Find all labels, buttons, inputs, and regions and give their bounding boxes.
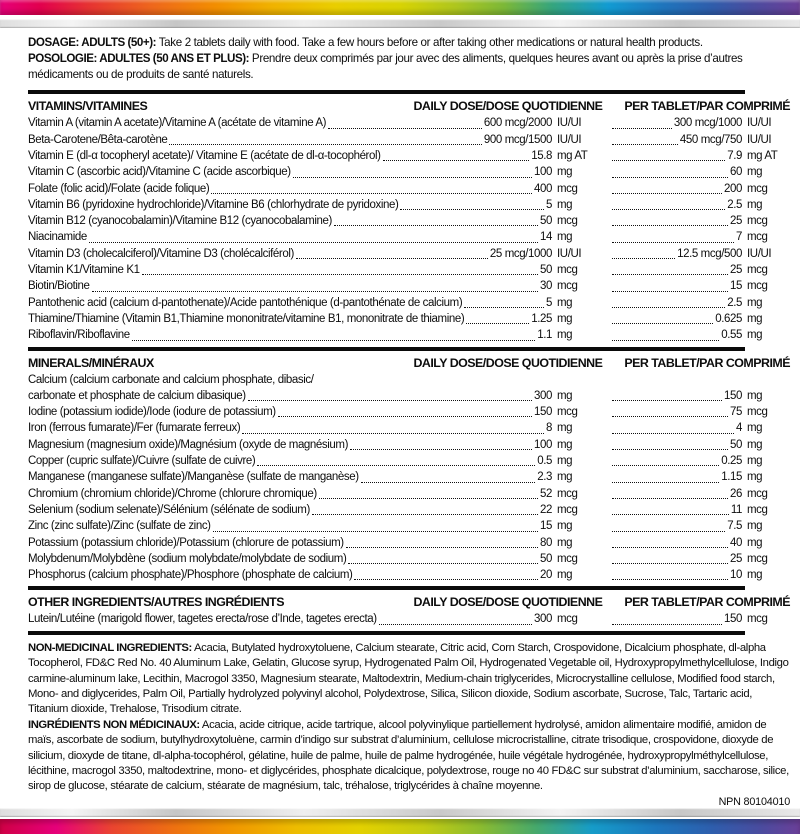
ingredient-name: Vitamin K1/Vitamine K1 bbox=[28, 264, 140, 277]
per-tablet-unit: IU/UI bbox=[747, 117, 772, 130]
ingredient-row bbox=[28, 278, 790, 294]
per-tablet-value: 0.625 bbox=[715, 312, 742, 325]
dotted-leader bbox=[612, 340, 719, 341]
daily-dose-value: 25 mcg/1000 bbox=[489, 247, 552, 260]
dotted-leader bbox=[400, 209, 544, 210]
dotted-leader bbox=[379, 624, 532, 625]
per-tablet-group bbox=[610, 148, 790, 164]
dotted-leader bbox=[242, 433, 544, 434]
dotted-leader bbox=[612, 144, 678, 145]
column-header-daily-dose: DAILY DOSE/DOSE QUOTIDIENNE bbox=[413, 355, 603, 370]
ingredient-row bbox=[28, 502, 790, 518]
ingredient-row bbox=[28, 132, 790, 148]
silver-bar-bottom bbox=[0, 808, 800, 817]
section-title: OTHER INGREDIENTS/AUTRES INGRÉDIENTS bbox=[28, 595, 284, 610]
per-tablet-value: 0.55 bbox=[721, 329, 742, 342]
per-tablet-value: 450 mcg/750 bbox=[679, 133, 742, 146]
ingredient-row bbox=[28, 213, 790, 229]
daily-dose-unit: mg bbox=[557, 166, 573, 179]
dotted-leader bbox=[612, 307, 725, 308]
per-tablet-value: 150 bbox=[724, 613, 742, 626]
ingredient-name: Manganese (manganese sulfate)/Manganèse (sulfate de manganèse) bbox=[28, 471, 359, 484]
per-tablet-unit: mcg bbox=[747, 552, 768, 565]
daily-dose-unit: mcg bbox=[557, 182, 578, 195]
daily-dose-unit: mg bbox=[557, 422, 573, 435]
per-tablet-group bbox=[610, 535, 790, 551]
dotted-leader bbox=[142, 274, 538, 275]
per-tablet-unit: mcg bbox=[747, 231, 768, 244]
ingredient-name: Phosphorus (calcium phosphate)/Phosphore (phosphate de calcium) bbox=[28, 569, 353, 582]
daily-dose-value: 30 bbox=[540, 280, 552, 293]
ingredient-row bbox=[28, 115, 790, 131]
daily-dose-value: 150 bbox=[534, 406, 552, 419]
ingredient-row bbox=[28, 437, 790, 453]
daily-dose-unit: mcg bbox=[557, 264, 578, 277]
per-tablet-value: 2.5 bbox=[727, 296, 742, 309]
per-tablet-group bbox=[610, 437, 790, 453]
section-divider-rule bbox=[28, 586, 745, 590]
daily-dose-unit: mcg bbox=[557, 406, 578, 419]
ingredient-row bbox=[28, 453, 790, 469]
dotted-leader bbox=[132, 340, 535, 341]
dotted-leader bbox=[612, 514, 729, 515]
per-tablet-unit: IU/UI bbox=[747, 133, 772, 146]
per-tablet-unit: mcg bbox=[747, 264, 768, 277]
dotted-leader bbox=[612, 579, 728, 580]
ingredient-row bbox=[28, 404, 790, 420]
per-tablet-value: 40 bbox=[730, 536, 742, 549]
ingredient-row bbox=[28, 164, 790, 180]
ingredient-name: Biotin/Biotine bbox=[28, 280, 90, 293]
section-divider-rule bbox=[28, 347, 745, 351]
per-tablet-value: 7.5 bbox=[727, 520, 742, 533]
ingredient-name: Chromium (chromium chloride)/Chrome (chlorure chromique) bbox=[28, 487, 317, 500]
section-header bbox=[28, 355, 790, 372]
ingredient-name: Zinc (zinc sulfate)/Zinc (sulfate de zinc) bbox=[28, 520, 211, 533]
ingredient-name: Iron (ferrous fumarate)/Fer (fumarate ferreux) bbox=[28, 422, 241, 435]
silver-bar-top bbox=[0, 19, 800, 28]
section-title: VITAMINS/VITAMINES bbox=[28, 99, 148, 114]
dotted-leader bbox=[612, 482, 719, 483]
ingredient-row bbox=[28, 486, 790, 502]
per-tablet-group bbox=[610, 311, 790, 327]
per-tablet-group bbox=[610, 551, 790, 567]
per-tablet-value: 11 bbox=[730, 503, 742, 516]
ingredient-row bbox=[28, 181, 790, 197]
dotted-leader bbox=[466, 323, 529, 324]
nonmed-en-text: Acacia, Butylated hydroxytoluene, Calcium stearate, Citric acid, Corn Starch, Crospovidone, Dicalcium phosphate, dl-alpha Tocopherol, FD&C Red No. 40 Aluminum Lake, Gelatin, Glucose syrup, Hydrogenated Palm Oil, Hydrogenated Vegetable oil, Hydroxypropylmethylcellulose, Indigo carmine-aluminum lake, Lecithin, Macrogol 3350, Magnesium stearate, Maltodextrin, Medium-chain triglycerides, Microcrystalline cellulose, Modified food starch, Mono- and diglycerides, Palm Oil, Partially hydrolyzed polyvinyl alcohol, Polydextrose, Silica, Silicon dioxide, Sodium ascorbate, Sucrose, Talc, Tartaric acid, Titanium dioxide, Trehalose, Trisodium citrate. bbox=[28, 641, 789, 716]
per-tablet-group bbox=[610, 132, 790, 148]
per-tablet-value: 10 bbox=[730, 569, 742, 582]
per-tablet-group bbox=[610, 246, 790, 262]
ingredient-name: Vitamin B12 (cyanocobalamin)/Vitamine B12 (cyanocobalamine) bbox=[28, 215, 332, 228]
per-tablet-group bbox=[610, 518, 790, 534]
per-tablet-unit: mg AT bbox=[747, 149, 778, 162]
dotted-leader bbox=[612, 416, 728, 417]
per-tablet-value: 4 bbox=[736, 422, 742, 435]
daily-dose-value: 50 bbox=[540, 264, 552, 277]
per-tablet-value: 25 bbox=[730, 264, 742, 277]
ingredient-row bbox=[28, 295, 790, 311]
daily-dose-unit: mg bbox=[557, 471, 573, 484]
dotted-leader bbox=[612, 531, 725, 532]
ingredient-row bbox=[28, 420, 790, 436]
per-tablet-unit: mcg bbox=[747, 487, 768, 500]
dotted-leader bbox=[354, 579, 538, 580]
per-tablet-unit: mg bbox=[747, 422, 763, 435]
dotted-leader bbox=[293, 177, 532, 178]
per-tablet-value: 26 bbox=[730, 487, 742, 500]
daily-dose-value: 50 bbox=[540, 215, 552, 228]
daily-dose-value: 0.5 bbox=[537, 455, 552, 468]
per-tablet-value: 75 bbox=[730, 406, 742, 419]
ingredient-name: Niacinamide bbox=[28, 231, 87, 244]
ingredient-name: Selenium (sodium selenate)/Sélénium (sélénate de sodium) bbox=[28, 503, 310, 516]
daily-dose-unit: mg AT bbox=[557, 149, 588, 162]
ingredient-row bbox=[28, 148, 790, 164]
per-tablet-value: 25 bbox=[730, 215, 742, 228]
per-tablet-unit: mg bbox=[747, 569, 763, 582]
dotted-leader bbox=[296, 258, 488, 259]
per-tablet-value: 15 bbox=[730, 280, 742, 293]
dotted-leader bbox=[383, 160, 530, 161]
per-tablet-unit: mg bbox=[747, 389, 763, 402]
dosage-text-fr: Prendre deux comprimés par jour avec des aliments, quelques heures avant ou après la prise d’autres médicaments ou de produits de santé naturels. bbox=[28, 51, 743, 81]
sections bbox=[28, 87, 790, 627]
daily-dose-unit: mcg bbox=[557, 215, 578, 228]
daily-dose-unit: mcg bbox=[557, 613, 578, 626]
dotted-leader bbox=[612, 242, 734, 243]
dotted-leader bbox=[612, 449, 728, 450]
ingredient-name: Iodine (potassium iodide)/Iode (iodure de potassium) bbox=[28, 406, 276, 419]
ingredient-row bbox=[28, 518, 790, 534]
daily-dose-value: 80 bbox=[540, 536, 552, 549]
daily-dose-value: 600 mcg/2000 bbox=[483, 117, 552, 130]
per-tablet-group bbox=[610, 567, 790, 583]
daily-dose-unit: mg bbox=[557, 536, 573, 549]
daily-dose-value: 52 bbox=[540, 487, 552, 500]
ingredient-name: Vitamin D3 (cholecalciferol)/Vitamine D3 (cholécalciférol) bbox=[28, 247, 294, 260]
dotted-leader bbox=[348, 563, 538, 564]
ingredient-name: Pantothenic acid (calcium d-pantothenate)/Acide pantothénique (d-pantothénate de calcium) bbox=[28, 296, 463, 309]
daily-dose-unit: mg bbox=[557, 389, 573, 402]
per-tablet-unit: mg bbox=[747, 471, 763, 484]
label-content bbox=[0, 28, 800, 808]
daily-dose-value: 5 bbox=[546, 296, 552, 309]
dotted-leader bbox=[612, 400, 722, 401]
daily-dose-unit: mg bbox=[557, 455, 573, 468]
daily-dose-unit: mcg bbox=[557, 552, 578, 565]
per-tablet-group bbox=[610, 115, 790, 131]
dotted-leader bbox=[612, 225, 728, 226]
non-medicinal-paragraph bbox=[28, 641, 790, 795]
nonmed-fr-label: INGRÉDIENTS NON MÉDICINAUX: bbox=[28, 718, 200, 731]
per-tablet-group bbox=[610, 404, 790, 420]
per-tablet-unit: mg bbox=[747, 536, 763, 549]
dotted-leader bbox=[213, 531, 538, 532]
per-tablet-unit: mcg bbox=[747, 215, 768, 228]
daily-dose-value: 2.3 bbox=[537, 471, 552, 484]
daily-dose-value: 100 bbox=[534, 438, 552, 451]
ingredient-row bbox=[28, 246, 790, 262]
per-tablet-group bbox=[610, 611, 790, 627]
daily-dose-unit: mg bbox=[557, 312, 573, 325]
dotted-leader bbox=[612, 209, 725, 210]
rainbow-bar-top bbox=[0, 0, 800, 15]
per-tablet-unit: mg bbox=[747, 455, 763, 468]
daily-dose-unit: mcg bbox=[557, 280, 578, 293]
daily-dose-unit: mcg bbox=[557, 503, 578, 516]
dotted-leader bbox=[278, 416, 532, 417]
daily-dose-value: 400 bbox=[534, 182, 552, 195]
per-tablet-group bbox=[610, 469, 790, 485]
ingredient-name: Vitamin A (vitamin A acetate)/Vitamine A (acétate de vitamine A) bbox=[28, 117, 327, 130]
per-tablet-group bbox=[610, 164, 790, 180]
dosage-text-en: Take 2 tablets daily with food. Take a few hours before or after taking other medications or natural health products. bbox=[156, 36, 703, 49]
ingredient-row bbox=[28, 197, 790, 213]
dotted-leader bbox=[361, 482, 536, 483]
dotted-leader bbox=[612, 128, 672, 129]
daily-dose-value: 22 bbox=[540, 503, 552, 516]
daily-dose-unit: IU/UI bbox=[557, 117, 582, 130]
ingredient-name: carbonate et phosphate de calcium dibasique) bbox=[28, 389, 246, 402]
divider-rule bbox=[28, 631, 745, 635]
daily-dose-value: 1.1 bbox=[537, 329, 552, 342]
dotted-leader bbox=[612, 177, 728, 178]
ingredient-name: Calcium (calcium carbonate and calcium phosphate, dibasic/ bbox=[28, 373, 314, 386]
per-tablet-group bbox=[610, 502, 790, 518]
dotted-leader bbox=[464, 307, 544, 308]
ingredient-row bbox=[28, 535, 790, 551]
ingredient-row bbox=[28, 567, 790, 583]
ingredient-name: Vitamin E (dl-α tocopheryl acetate)/ Vitamine E (acétate de dl-α-tocophérol) bbox=[28, 149, 381, 162]
per-tablet-group bbox=[610, 388, 790, 404]
dotted-leader bbox=[612, 291, 728, 292]
nonmed-en-label: NON-MEDICINAL INGREDIENTS: bbox=[28, 641, 192, 654]
dotted-leader bbox=[312, 514, 538, 515]
ingredient-name: Molybdenum/Molybdène (sodium molybdate/molybdate de sodium) bbox=[28, 552, 347, 565]
daily-dose-unit: mg bbox=[557, 569, 573, 582]
daily-dose-unit: mcg bbox=[557, 487, 578, 500]
per-tablet-group bbox=[610, 213, 790, 229]
per-tablet-group bbox=[610, 295, 790, 311]
dotted-leader bbox=[346, 547, 538, 548]
per-tablet-group bbox=[610, 262, 790, 278]
dotted-leader bbox=[92, 291, 538, 292]
per-tablet-unit: mcg bbox=[747, 182, 768, 195]
dotted-leader bbox=[328, 128, 482, 129]
per-tablet-value: 300 mcg/1000 bbox=[673, 117, 742, 130]
daily-dose-value: 50 bbox=[540, 552, 552, 565]
daily-dose-value: 8 bbox=[546, 422, 552, 435]
daily-dose-value: 14 bbox=[540, 231, 552, 244]
per-tablet-unit: mcg bbox=[747, 613, 768, 626]
dotted-leader bbox=[612, 433, 734, 434]
per-tablet-group bbox=[610, 453, 790, 469]
per-tablet-unit: mg bbox=[747, 296, 763, 309]
ingredient-row bbox=[28, 262, 790, 278]
dosage-block bbox=[28, 35, 790, 82]
per-tablet-value: 7.9 bbox=[727, 149, 742, 162]
dotted-leader bbox=[334, 225, 538, 226]
per-tablet-value: 0.25 bbox=[721, 455, 742, 468]
ingredient-name: Vitamin B6 (pyridoxine hydrochloride)/Vitamine B6 (chlorhydrate de pyridoxine) bbox=[28, 198, 399, 211]
dotted-leader bbox=[612, 258, 675, 259]
section-header bbox=[28, 98, 790, 115]
dotted-leader bbox=[612, 547, 728, 548]
daily-dose-value: 5 bbox=[546, 198, 552, 211]
daily-dose-unit: mg bbox=[557, 438, 573, 451]
daily-dose-unit: IU/UI bbox=[557, 133, 582, 146]
ingredient-name: Beta-Carotene/Bêta-carotène bbox=[28, 133, 168, 146]
dotted-leader bbox=[612, 498, 728, 499]
per-tablet-unit: mcg bbox=[747, 503, 768, 516]
dotted-leader bbox=[612, 323, 713, 324]
ingredient-row bbox=[28, 611, 790, 627]
dotted-leader bbox=[612, 563, 728, 564]
column-header-per-tablet: PER TABLET/PAR COMPRIMÉ bbox=[624, 355, 790, 370]
per-tablet-value: 150 bbox=[724, 389, 742, 402]
per-tablet-unit: mcg bbox=[747, 406, 768, 419]
dotted-leader bbox=[350, 449, 532, 450]
per-tablet-group bbox=[610, 486, 790, 502]
dotted-leader bbox=[257, 465, 535, 466]
rainbow-bar-bottom bbox=[0, 819, 800, 834]
column-header-per-tablet: PER TABLET/PAR COMPRIMÉ bbox=[624, 595, 790, 610]
per-tablet-group bbox=[610, 420, 790, 436]
column-header-daily-dose: DAILY DOSE/DOSE QUOTIDIENNE bbox=[413, 99, 603, 114]
per-tablet-value: 25 bbox=[730, 552, 742, 565]
dosage-label-en: DOSAGE: ADULTS (50+): bbox=[28, 36, 157, 49]
ingredient-name: Thiamine/Thiamine (Vitamin B1,Thiamine mononitrate/vitamine B1, mononitrate de thiamine) bbox=[28, 312, 465, 325]
section-divider-rule bbox=[28, 90, 745, 94]
ingredient-name: Potassium (potassium chloride)/Potassium (chlorure de potassium) bbox=[28, 536, 344, 549]
nonmed-fr-text: Acacia, acide citrique, acide tartrique, alcool polyvinylique partiellement hydrolysé, amidon alimentaire modifié, amidon de maïs, ascorbate de sodium, butylhydroxytoluène, carmin d’indigo sur substrat d’aluminium, cellulose microcristalline, citrate trisodique, crospovidone, dioxyde de silicium, dioxyde de titane, dl-alpha-tocophérol, gélatine, huile de palme, huile de palme hydrogénée, huile végétale hydrogénée, hydroxypropylméthylcellulose, lécithine, macrogol 3350, maltodextrine, mono- et diglycérides, phosphate dicalcique, polydextrose, rouge no 40 FD&C sur substrat d’aluminium, saccharose, silice, sirop de glucose, stéarate de calcium, stéarate de magnésium, talc, tréhalose, triglycérides à chaîne moyenne. bbox=[28, 718, 789, 793]
per-tablet-value: 200 bbox=[724, 182, 742, 195]
per-tablet-unit: mg bbox=[747, 198, 763, 211]
per-tablet-group bbox=[610, 181, 790, 197]
daily-dose-unit: IU/UI bbox=[557, 247, 582, 260]
ingredient-name: Lutein/Lutéine (marigold flower, tagetes erecta/rose d’Inde, tagetes erecta) bbox=[28, 613, 377, 626]
section-title: MINERALS/MINÉRAUX bbox=[28, 355, 154, 370]
per-tablet-value: 50 bbox=[730, 438, 742, 451]
dosage-label-fr: POSOLOGIE: ADULTES (50 ANS ET PLUS): bbox=[28, 51, 250, 65]
ingredient-row bbox=[28, 229, 790, 245]
per-tablet-unit: mg bbox=[747, 312, 763, 325]
daily-dose-value: 300 bbox=[534, 613, 552, 626]
ingredient-row bbox=[28, 551, 790, 567]
dotted-leader bbox=[612, 274, 728, 275]
column-header-daily-dose: DAILY DOSE/DOSE QUOTIDIENNE bbox=[413, 595, 603, 610]
daily-dose-value: 15.8 bbox=[531, 149, 552, 162]
ingredient-name: Riboflavin/Riboflavine bbox=[28, 329, 130, 342]
ingredient-name: Folate (folic acid)/Folate (acide folique) bbox=[28, 182, 210, 195]
dotted-leader bbox=[169, 144, 481, 145]
per-tablet-unit: mcg bbox=[747, 280, 768, 293]
dotted-leader bbox=[211, 193, 532, 194]
daily-dose-unit: mg bbox=[557, 198, 573, 211]
daily-dose-unit: mg bbox=[557, 329, 573, 342]
daily-dose-value: 1.25 bbox=[531, 312, 552, 325]
ingredient-name: Copper (cupric sulfate)/Cuivre (sulfate de cuivre) bbox=[28, 455, 256, 468]
dotted-leader bbox=[319, 498, 538, 499]
per-tablet-group bbox=[610, 229, 790, 245]
per-tablet-value: 1.15 bbox=[721, 471, 742, 484]
daily-dose-value: 300 bbox=[534, 389, 552, 402]
dotted-leader bbox=[612, 193, 722, 194]
per-tablet-unit: mg bbox=[747, 438, 763, 451]
per-tablet-group bbox=[610, 278, 790, 294]
daily-dose-value: 20 bbox=[540, 569, 552, 582]
daily-dose-value: 900 mcg/1500 bbox=[483, 133, 552, 146]
dotted-leader bbox=[612, 160, 725, 161]
per-tablet-unit: mg bbox=[747, 329, 763, 342]
ingredient-row bbox=[28, 311, 790, 327]
per-tablet-value: 12.5 mcg/500 bbox=[677, 247, 742, 260]
ingredient-name: Magnesium (magnesium oxide)/Magnésium (oxyde de magnésium) bbox=[28, 438, 349, 451]
ingredient-row bbox=[28, 469, 790, 485]
per-tablet-unit: IU/UI bbox=[747, 247, 772, 260]
daily-dose-unit: mg bbox=[557, 296, 573, 309]
dotted-leader bbox=[89, 242, 538, 243]
daily-dose-unit: mg bbox=[557, 520, 573, 533]
per-tablet-unit: mg bbox=[747, 520, 763, 533]
per-tablet-value: 7 bbox=[736, 231, 742, 244]
ingredient-row-wrapped-line bbox=[28, 372, 790, 388]
ingredient-name: Vitamin C (ascorbic acid)/Vitamine C (acide ascorbique) bbox=[28, 166, 291, 179]
daily-dose-value: 15 bbox=[540, 520, 552, 533]
per-tablet-unit: mg bbox=[747, 166, 763, 179]
per-tablet-value: 2.5 bbox=[727, 198, 742, 211]
npn-number: NPN 80104010 bbox=[718, 795, 790, 808]
per-tablet-group bbox=[610, 327, 790, 343]
ingredient-row bbox=[28, 327, 790, 343]
per-tablet-group bbox=[610, 197, 790, 213]
dotted-leader bbox=[248, 400, 532, 401]
section-header bbox=[28, 594, 790, 611]
dotted-leader bbox=[612, 624, 722, 625]
ingredient-row bbox=[28, 388, 790, 404]
dotted-leader bbox=[612, 465, 719, 466]
column-header-per-tablet: PER TABLET/PAR COMPRIMÉ bbox=[624, 99, 790, 114]
per-tablet-value: 60 bbox=[730, 166, 742, 179]
daily-dose-value: 100 bbox=[534, 166, 552, 179]
daily-dose-unit: mg bbox=[557, 231, 573, 244]
